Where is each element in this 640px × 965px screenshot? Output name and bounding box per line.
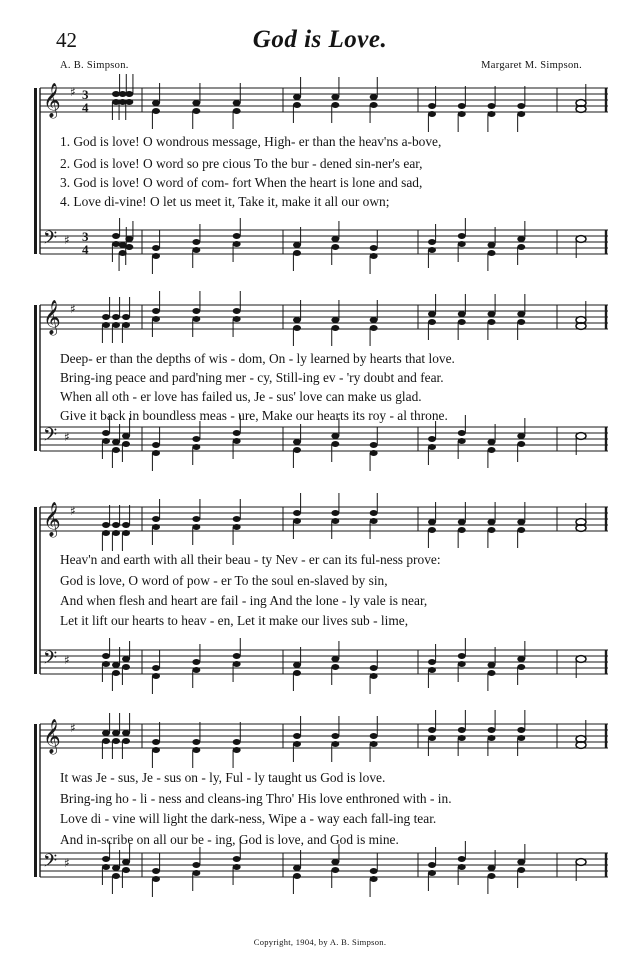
note-head <box>458 527 466 533</box>
note-head <box>370 518 378 524</box>
note-head <box>370 245 378 251</box>
bass-clef-icon: 𝄢 <box>43 425 58 450</box>
note-head <box>517 311 525 317</box>
half-note-head <box>576 656 586 663</box>
time-signature-bottom: 4 <box>82 242 89 257</box>
note-head <box>428 862 436 868</box>
note-head <box>233 430 241 436</box>
note-head <box>458 430 466 436</box>
lyric-line: It was Je - sus, Je - sus on - ly, Ful - ly taught us God is love. <box>60 770 386 785</box>
note-head <box>233 241 241 247</box>
note-head <box>125 236 133 242</box>
note-head <box>517 527 525 533</box>
note-head <box>192 659 200 665</box>
lyric-line: 2. God is love! O word so pre cious To the bur - dened sin-ner's ear, <box>60 156 423 171</box>
note-head <box>233 864 241 870</box>
note-head <box>152 747 160 753</box>
note-head <box>112 865 120 871</box>
note-head <box>428 444 436 450</box>
note-head <box>152 316 160 322</box>
note-head <box>331 433 339 439</box>
note-head <box>488 662 496 668</box>
note-head <box>152 253 160 259</box>
note-head <box>152 673 160 679</box>
note-head <box>458 519 466 525</box>
note-head <box>192 108 200 114</box>
note-head <box>102 738 110 744</box>
note-head <box>488 670 496 676</box>
note-head <box>370 733 378 739</box>
note-head <box>125 244 133 250</box>
note-head <box>331 741 339 747</box>
note-head <box>233 438 241 444</box>
note-head <box>102 661 110 667</box>
note-head <box>370 876 378 882</box>
note-head <box>152 245 160 251</box>
note-head <box>192 862 200 868</box>
note-head <box>428 239 436 245</box>
note-head <box>102 653 110 659</box>
note-head <box>428 103 436 109</box>
note-head <box>293 447 301 453</box>
note-head <box>122 664 130 670</box>
note-head <box>370 102 378 108</box>
note-head <box>192 444 200 450</box>
note-head <box>122 656 130 662</box>
note-head <box>517 727 525 733</box>
lyric-line: 4. Love di-vine! O let us meet it, Take it, make it all our own; <box>60 194 390 209</box>
lyric-line: Deep- er than the depths of wis - dom, On - ly learned by hearts that love. <box>60 351 455 366</box>
treble-clef-icon: 𝄞 <box>43 719 61 754</box>
note-head <box>517 111 525 117</box>
note-head <box>428 436 436 442</box>
note-head <box>517 244 525 250</box>
treble-clef-icon: 𝄞 <box>43 83 61 118</box>
note-head <box>192 667 200 673</box>
note-head <box>293 250 301 256</box>
note-head <box>192 316 200 322</box>
note-head <box>331 244 339 250</box>
time-signature-bottom: 4 <box>82 100 89 115</box>
note-head <box>517 519 525 525</box>
note-head <box>331 664 339 670</box>
note-head <box>370 442 378 448</box>
author-credit: Margaret M. Simpson. <box>481 60 582 71</box>
note-head <box>488 103 496 109</box>
note-head <box>293 102 301 108</box>
system-bracket <box>34 724 37 877</box>
note-head <box>192 436 200 442</box>
note-head <box>517 433 525 439</box>
note-head <box>192 239 200 245</box>
note-head <box>331 94 339 100</box>
note-head <box>488 527 496 533</box>
note-head <box>233 739 241 745</box>
note-head <box>125 99 133 105</box>
note-head <box>192 308 200 314</box>
note-head <box>293 510 301 516</box>
lyric-line: Give it back in boundless meas - ure, Make our hearts its roy - al throne. <box>60 408 448 423</box>
time-signature-top: 3 <box>82 87 89 102</box>
note-head <box>331 441 339 447</box>
note-head <box>102 864 110 870</box>
note-head <box>293 733 301 739</box>
note-head <box>122 314 130 320</box>
note-head <box>233 516 241 522</box>
lyric-line: Heav'n and earth with all their beau - ty Nev - er can its ful-ness prove: <box>60 552 441 567</box>
note-head <box>122 730 130 736</box>
note-head <box>488 873 496 879</box>
note-head <box>428 667 436 673</box>
note-head <box>152 108 160 114</box>
lyric-line: Love di - vine will light the dark-ness, Wipe a - way each fall-ing tear. <box>60 811 437 826</box>
half-note-head <box>576 859 586 866</box>
note-head <box>112 522 120 528</box>
note-head <box>293 865 301 871</box>
note-head <box>517 103 525 109</box>
note-head <box>102 522 110 528</box>
system-bracket <box>34 507 37 674</box>
sharp-icon: ♯ <box>64 856 70 870</box>
note-head <box>428 319 436 325</box>
note-head <box>370 510 378 516</box>
note-head <box>517 441 525 447</box>
note-head <box>458 233 466 239</box>
lyric-line: Let it lift our hearts to heav - en, Let it make our lives sub - lime, <box>60 613 409 628</box>
note-head <box>233 100 241 106</box>
note-head <box>517 859 525 865</box>
note-head <box>112 738 120 744</box>
note-head <box>112 530 120 536</box>
note-head <box>233 653 241 659</box>
note-head <box>370 868 378 874</box>
sharp-icon: ♯ <box>64 233 70 247</box>
note-head <box>293 518 301 524</box>
note-head <box>192 747 200 753</box>
note-head <box>370 741 378 747</box>
note-head <box>112 873 120 879</box>
note-head <box>122 530 130 536</box>
note-head <box>192 524 200 530</box>
note-head <box>517 664 525 670</box>
note-head <box>293 325 301 331</box>
note-head <box>152 665 160 671</box>
note-head <box>458 653 466 659</box>
note-head <box>102 322 110 328</box>
sharp-icon: ♯ <box>70 721 76 735</box>
note-head <box>370 253 378 259</box>
note-head <box>331 510 339 516</box>
note-head <box>233 316 241 322</box>
note-head <box>331 733 339 739</box>
page-number: 42 <box>56 28 77 52</box>
note-head <box>122 859 130 865</box>
note-head <box>517 236 525 242</box>
note-head <box>152 100 160 106</box>
note-head <box>233 661 241 667</box>
note-head <box>428 111 436 117</box>
note-head <box>488 250 496 256</box>
note-head <box>458 111 466 117</box>
note-head <box>331 867 339 873</box>
note-head <box>152 516 160 522</box>
bass-clef-icon: 𝄢 <box>43 851 58 876</box>
note-head <box>112 730 120 736</box>
note-head <box>112 233 120 239</box>
note-head <box>102 730 110 736</box>
note-head <box>152 739 160 745</box>
note-head <box>112 322 120 328</box>
note-head <box>112 670 120 676</box>
note-head <box>458 438 466 444</box>
note-head <box>488 727 496 733</box>
note-head <box>488 447 496 453</box>
lyric-line: And when flesh and heart are fail - ing And the lone - ly vale is near, <box>60 593 428 608</box>
note-head <box>102 856 110 862</box>
note-head <box>192 739 200 745</box>
lyric-line: Bring-ing peace and pard'ning mer - cy, Still-ing ev - 'ry doubt and fear. <box>60 370 444 385</box>
lyric-line: When all oth - er love has failed us, Je - sus' love can make us glad. <box>60 389 422 404</box>
note-head <box>331 859 339 865</box>
note-head <box>428 735 436 741</box>
note-head <box>112 662 120 668</box>
note-head <box>122 522 130 528</box>
note-head <box>458 319 466 325</box>
time-signature-top: 3 <box>82 229 89 244</box>
note-head <box>331 236 339 242</box>
note-head <box>331 317 339 323</box>
note-head <box>112 439 120 445</box>
note-head <box>428 311 436 317</box>
note-head <box>428 727 436 733</box>
note-head <box>112 447 120 453</box>
note-head <box>488 311 496 317</box>
lyric-line: And in-scribe on all our be - ing, God is love, and God is mine. <box>60 832 399 847</box>
note-head <box>102 314 110 320</box>
system-bracket <box>34 305 37 451</box>
note-head <box>293 94 301 100</box>
note-head <box>428 247 436 253</box>
lyric-line: Bring-ing ho - li - ness and cleans-ing Thro' His love enthroned with - in. <box>60 791 452 806</box>
note-head <box>152 524 160 530</box>
note-head <box>293 741 301 747</box>
note-head <box>331 518 339 524</box>
note-head <box>458 241 466 247</box>
note-head <box>370 317 378 323</box>
bass-clef-icon: 𝄢 <box>43 228 58 253</box>
note-head <box>152 450 160 456</box>
treble-clef-icon: 𝄞 <box>43 502 61 537</box>
note-head <box>293 439 301 445</box>
note-head <box>488 735 496 741</box>
half-note-head <box>576 236 586 243</box>
note-head <box>233 308 241 314</box>
note-head <box>488 111 496 117</box>
note-head <box>125 91 133 97</box>
note-head <box>517 735 525 741</box>
note-head <box>122 738 130 744</box>
composer-credit: A. B. Simpson. <box>60 60 129 71</box>
note-head <box>152 442 160 448</box>
note-head <box>488 865 496 871</box>
note-head <box>112 241 120 247</box>
note-head <box>293 662 301 668</box>
note-head <box>233 108 241 114</box>
treble-clef-icon: 𝄞 <box>43 300 61 335</box>
note-head <box>370 94 378 100</box>
system-bracket <box>34 88 37 254</box>
copyright-notice: Copyright, 1904, by A. B. Simpson. <box>253 937 387 947</box>
note-head <box>517 656 525 662</box>
note-head <box>370 325 378 331</box>
note-head <box>152 876 160 882</box>
note-head <box>428 527 436 533</box>
note-head <box>233 856 241 862</box>
note-head <box>293 873 301 879</box>
sharp-icon: ♯ <box>70 302 76 316</box>
note-head <box>152 868 160 874</box>
note-head <box>122 322 130 328</box>
note-head <box>488 519 496 525</box>
note-head <box>293 242 301 248</box>
note-head <box>331 102 339 108</box>
sharp-icon: ♯ <box>70 504 76 518</box>
note-head <box>370 665 378 671</box>
note-head <box>370 450 378 456</box>
note-head <box>370 673 378 679</box>
note-head <box>517 867 525 873</box>
note-head <box>428 659 436 665</box>
note-head <box>517 319 525 325</box>
hymn-title: God is Love. <box>252 26 388 53</box>
half-note-head <box>576 433 586 440</box>
note-head <box>122 433 130 439</box>
note-head <box>458 103 466 109</box>
note-head <box>293 670 301 676</box>
note-head <box>331 656 339 662</box>
note-head <box>233 233 241 239</box>
note-head <box>458 864 466 870</box>
note-head <box>102 430 110 436</box>
note-head <box>458 727 466 733</box>
note-head <box>233 524 241 530</box>
note-head <box>458 735 466 741</box>
note-head <box>122 867 130 873</box>
lyric-line: 1. God is love! O wondrous message, High- er than the heav'ns a-bove, <box>60 134 442 149</box>
note-head <box>488 319 496 325</box>
note-head <box>428 519 436 525</box>
note-head <box>428 870 436 876</box>
note-head <box>488 439 496 445</box>
note-head <box>102 530 110 536</box>
note-head <box>192 247 200 253</box>
lyric-line: God is love, O word of pow - er To the soul en-slaved by sin, <box>60 573 388 588</box>
note-head <box>458 661 466 667</box>
note-head <box>122 441 130 447</box>
note-head <box>102 438 110 444</box>
sharp-icon: ♯ <box>64 430 70 444</box>
note-head <box>152 308 160 314</box>
note-head <box>192 870 200 876</box>
sharp-icon: ♯ <box>70 85 76 99</box>
bass-clef-icon: 𝄢 <box>43 648 58 673</box>
lyric-line: 3. God is love! O word of com- fort When the heart is lone and sad, <box>60 175 423 190</box>
note-head <box>331 325 339 331</box>
note-head <box>233 747 241 753</box>
note-head <box>458 311 466 317</box>
note-head <box>192 516 200 522</box>
note-head <box>488 242 496 248</box>
note-head <box>192 100 200 106</box>
note-head <box>458 856 466 862</box>
note-head <box>293 317 301 323</box>
note-head <box>112 314 120 320</box>
sharp-icon: ♯ <box>64 653 70 667</box>
